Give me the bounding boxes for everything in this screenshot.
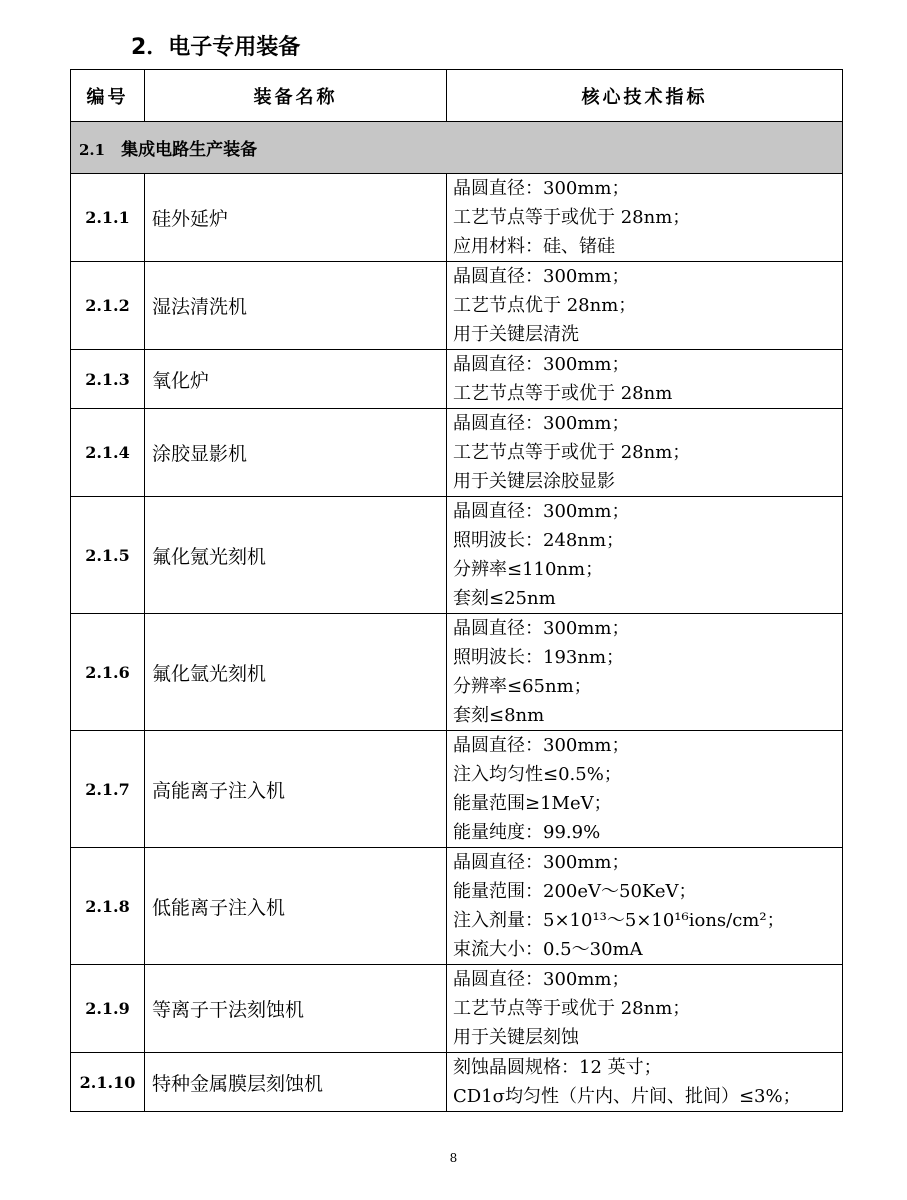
table-row (71, 497, 843, 614)
spec-line: 晶圆直径：300mm； (453, 178, 630, 199)
spec-line: 套刻≤8nm (453, 705, 545, 726)
section-heading: 2．电子专用装备 (131, 35, 301, 60)
spec-line: 工艺节点等于或优于 28nm； (453, 998, 691, 1019)
table-header-row (71, 70, 843, 122)
spec-line: 注入剂量：5×10¹³～5×10¹⁶ions/cm²； (453, 910, 785, 931)
spec-line: 分辨率≤110nm； (453, 559, 604, 580)
spec-line: 晶圆直径：300mm； (453, 266, 630, 287)
spec-line: 应用材料：硅、锗硅 (453, 236, 615, 257)
table-row (71, 409, 843, 497)
spec-line: 套刻≤25nm (453, 588, 556, 609)
table-row (71, 731, 843, 848)
spec-line: 用于关键层涂胶显影 (453, 471, 615, 492)
spec-line: 用于关键层清洗 (453, 324, 579, 345)
equipment-spec (447, 409, 843, 497)
spec-line: 能量纯度：99.9% (453, 822, 601, 843)
equipment-name: 涂胶显影机 (145, 409, 447, 497)
spec-line: 晶圆直径：300mm； (453, 969, 630, 990)
table-row (71, 174, 843, 262)
spec-line: 能量范围≥1MeV； (453, 793, 612, 814)
table-row (71, 614, 843, 731)
equipment-number: 2.1.6 (71, 614, 145, 731)
equipment-number: 2.1.4 (71, 409, 145, 497)
spec-line: 工艺节点等于或优于 28nm； (453, 442, 691, 463)
equipment-name: 氟化氩光刻机 (145, 614, 447, 731)
spec-line: 晶圆直径：300mm； (453, 413, 630, 434)
spec-line: 晶圆直径：300mm； (453, 501, 630, 522)
equipment-name: 湿法清洗机 (145, 262, 447, 350)
equipment-name: 硅外延炉 (145, 174, 447, 262)
header-name: 装备名称 (145, 70, 447, 122)
spec-line: CD1σ均匀性（片内、片间、批间）≤3%； (453, 1086, 801, 1107)
equipment-number: 2.1.3 (71, 350, 145, 409)
equipment-table (70, 69, 843, 1112)
table-row (71, 848, 843, 965)
spec-line: 工艺节点等于或优于 28nm； (453, 207, 691, 228)
equipment-name: 特种金属膜层刻蚀机 (145, 1053, 447, 1112)
spec-line: 照明波长：193nm； (453, 647, 625, 668)
table-row (71, 1053, 843, 1112)
section-row (71, 122, 843, 174)
equipment-name: 氟化氪光刻机 (145, 497, 447, 614)
header-number: 编号 (71, 70, 145, 122)
equipment-spec (447, 848, 843, 965)
spec-line: 分辨率≤65nm； (453, 676, 592, 697)
spec-line: 晶圆直径：300mm； (453, 618, 630, 639)
spec-line: 工艺节点等于或优于 28nm (453, 383, 673, 404)
spec-line: 工艺节点优于 28nm； (453, 295, 637, 316)
equipment-spec (447, 1053, 843, 1112)
equipment-spec (447, 350, 843, 409)
equipment-spec (447, 262, 843, 350)
table-row (71, 965, 843, 1053)
equipment-name: 氧化炉 (145, 350, 447, 409)
equipment-number: 2.1.10 (71, 1053, 145, 1112)
equipment-number: 2.1.7 (71, 731, 145, 848)
equipment-name: 高能离子注入机 (145, 731, 447, 848)
equipment-spec (447, 731, 843, 848)
spec-line: 照明波长：248nm； (453, 530, 625, 551)
equipment-number: 2.1.5 (71, 497, 145, 614)
spec-line: 束流大小：0.5～30mA (453, 939, 643, 960)
spec-line: 晶圆直径：300mm； (453, 735, 630, 756)
table-row (71, 350, 843, 409)
equipment-spec (447, 965, 843, 1053)
equipment-spec (447, 174, 843, 262)
equipment-number: 2.1.9 (71, 965, 145, 1053)
spec-line: 晶圆直径：300mm； (453, 852, 630, 873)
spec-line: 用于关键层刻蚀 (453, 1027, 579, 1048)
spec-line: 注入均匀性≤0.5%； (453, 764, 622, 785)
section-number: 2.1 (79, 141, 106, 159)
equipment-spec (447, 497, 843, 614)
spec-line: 能量范围：200eV～50KeV； (453, 881, 697, 902)
equipment-number: 2.1.8 (71, 848, 145, 965)
equipment-number: 2.1.2 (71, 262, 145, 350)
spec-line: 晶圆直径：300mm； (453, 354, 630, 375)
spec-line: 刻蚀晶圆规格：12 英寸； (453, 1057, 662, 1078)
header-spec: 核心技术指标 (447, 70, 843, 122)
equipment-spec (447, 614, 843, 731)
section-cell (71, 122, 843, 174)
equipment-name: 等离子干法刻蚀机 (145, 965, 447, 1053)
equipment-name: 低能离子注入机 (145, 848, 447, 965)
equipment-number: 2.1.1 (71, 174, 145, 262)
page-number: 8 (449, 1151, 458, 1165)
section-title: 集成电路生产装备 (121, 140, 258, 160)
table-row (71, 262, 843, 350)
